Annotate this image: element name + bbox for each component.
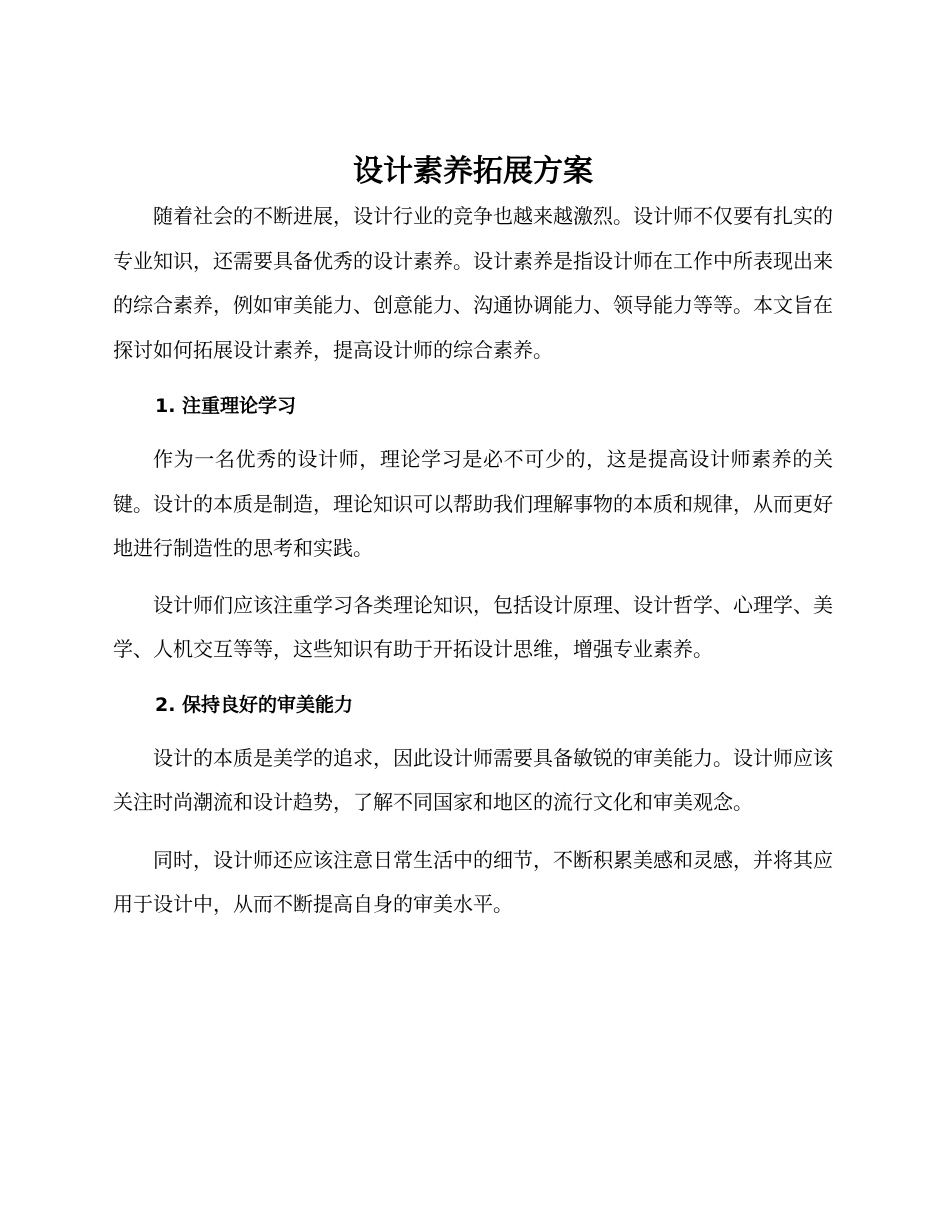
section-theory-paragraph-2: 设计师们应该注重学习各类理论知识，包括设计原理、设计哲学、心理学、美学、人机交互等等，这些知识有助于开拓设计思维，增强专业素养。 [113, 592, 833, 661]
section-theory-paragraph-1: 作为一名优秀的设计师，理论学习是必不可少的，这是提高设计师素养的关键。设计的本质是制造，理论知识可以帮助我们理解事物的本质和规律，从而更好地进行制造性的思考和实践。 [113, 447, 833, 560]
document-title: 设计素养拓展方案 [353, 154, 593, 189]
document-page [113, 150, 833, 927]
section-aesthetics-paragraph-1: 设计的本质是美学的追求，因此设计师需要具备敏锐的审美能力。设计师应该关注时尚潮流和设计趋势，了解不同国家和地区的流行文化和审美观念。 [113, 745, 833, 814]
section-aesthetics-paragraph-2: 同时，设计师还应该注意日常生活中的细节，不断积累美感和灵感，并将其应用于设计中，从而不断提高自身的审美水平。 [113, 847, 833, 916]
section-heading-theory: 1. 注重理论学习 [155, 395, 297, 417]
intro-paragraph: 随着社会的不断进展，设计行业的竞争也越来越激烈。设计师不仅要有扎实的专业知识，还需要具备优秀的设计素养。设计素养是指设计师在工作中所表现出来的综合素养，例如审美能力、创意能力、沟通协调能力、领导能力等等。本文旨在探讨如何拓展设计素养，提高设计师的综合素养。 [113, 204, 833, 362]
section-heading-aesthetics: 2. 保持良好的审美能力 [155, 693, 354, 716]
